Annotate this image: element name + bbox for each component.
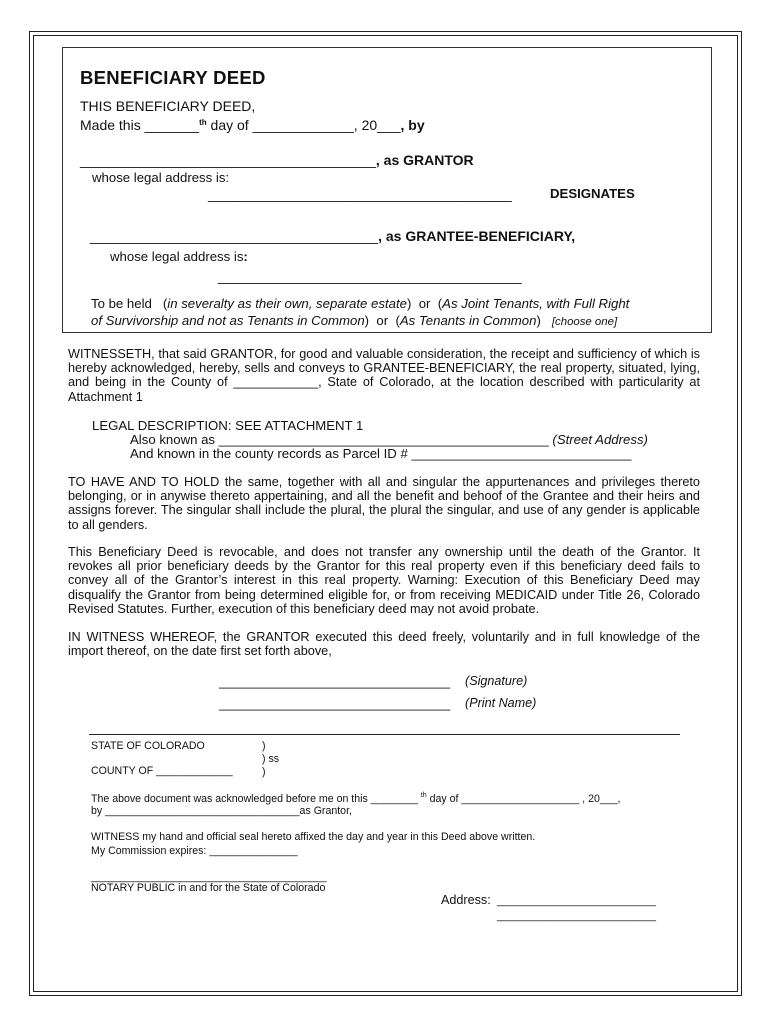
notary-acknowledgment (91, 792, 620, 805)
tenancy-option-common: As Tenants in Common (399, 313, 537, 328)
grantor-line (80, 152, 474, 168)
notary-ack-by: by _________________________________as Grantor, (91, 805, 352, 817)
grantee-address-blank: _______________________________________ (218, 268, 522, 284)
grantee-role: , as GRANTEE-BENEFICIARY, (378, 228, 576, 244)
tenancy-line-2 (91, 313, 617, 328)
notary-address-blank-1: ___________________________ (497, 895, 657, 907)
print-name-label: (Print Name) (465, 696, 537, 710)
ack-part-1: The above document was acknowledged before me on this ________ (91, 793, 421, 805)
made-this-text: Made this _______ (80, 117, 200, 133)
grantor-address-label: whose legal address is: (92, 170, 230, 185)
print-name-blank: _________________________________ (219, 697, 451, 711)
tenancy-open-2: ( (437, 296, 443, 311)
street-address-note: (Street Address) (552, 432, 648, 447)
tenancy-or-1: or (418, 296, 431, 311)
revocable-paragraph: This Beneficiary Deed is revocable, and does not transfer any ownership until the death of the Grantor. It revokes all prior beneficiary deeds by the Grantor for this real property even if this beneficiary deed fails to convey all of the Grantor’s interest in this real property. Warning: Execution of this Beneficiary Deed may disqualify the Grantor from being determined eligible for, or from receiving MEDICAID under Title 26, Colorado Revised Statutes. Further, execution of this beneficiary deed may not avoid probate. (68, 545, 700, 616)
grantee-name-blank: _____________________________________ (90, 228, 379, 244)
notary-divider (89, 734, 680, 735)
grantor-name-blank: ______________________________________ (80, 152, 376, 168)
tenancy-option-joint: As Joint Tenants, with Full Right (442, 296, 630, 311)
designates-label: DESIGNATES (550, 186, 635, 201)
grantee-address-colon: : (243, 249, 248, 264)
notary-ss: ) ss (262, 753, 280, 765)
witnesseth-paragraph: WITNESSETH, that said GRANTOR, for good and valuable consideration, the receipt and sufficiency of which is hereby acknowledged, hereby, sells and conveys to GRANTEE-BENEFICIARY, the real property, situated, lying, and being in the County of ____________, State of Colorado, at the location described with particularity at Attachment 1 (68, 347, 700, 404)
tenancy-close-3: ) (536, 313, 541, 328)
notary-paren-3: ) (262, 766, 266, 778)
tenancy-open-1: ( (162, 296, 168, 311)
tenancy-or-2: or (376, 313, 389, 328)
grantee-address-label: whose legal address is (110, 249, 244, 264)
notary-address-label: Address: (441, 893, 491, 907)
tenancy-open-3: ( (395, 313, 400, 328)
habendum-paragraph: TO HAVE AND TO HOLD the same, together with all and singular the appurtenances and privileges thereto belonging, or in anywise thereto appertaining, and all the benefit and behoof of the Grantee and their heirs and assigns forever. The singular shall include the plural, the plural the singular, and use of any gender is applicable to all genders. (68, 475, 700, 532)
notary-state: STATE OF COLORADO (91, 740, 205, 752)
notary-witness: WITNESS my hand and official seal hereto affixed the day and year in this Deed above written. (91, 831, 536, 843)
grantee-address-label-line (110, 249, 248, 264)
ack-part-2: day of ____________________ , 20___, (426, 793, 621, 805)
ack-th: th (420, 792, 427, 799)
tenancy-option-severalty: in severalty as their own, separate estate (167, 296, 407, 311)
made-this-rest: day of _____________, 20___ (206, 117, 401, 133)
notary-address-blank-2: ___________________________ (497, 910, 657, 922)
tenancy-close-2: ) (364, 313, 370, 328)
in-witness-paragraph: IN WITNESS WHEREOF, the GRANTOR executed this deed freely, voluntarily and in full knowledge of the import thereof, on the date first set forth above, (68, 630, 700, 659)
legal-description-heading: LEGAL DESCRIPTION: SEE ATTACHMENT 1 (92, 418, 364, 433)
signature-blank: _________________________________ (219, 675, 451, 689)
notary-public-label: NOTARY PUBLIC in and for the State of Colorado (91, 882, 326, 894)
grantor-role: , as GRANTOR (375, 152, 474, 168)
grantor-address-blank: _______________________________________ (208, 186, 512, 202)
signature-label: (Signature) (465, 674, 528, 688)
document-title: BENEFICIARY DEED (80, 67, 266, 88)
tenancy-choose-one: [choose one] (551, 316, 618, 328)
parcel-id-line: And known in the county records as Parcel ID # ______________________________ (130, 446, 632, 461)
made-this-th: th (199, 118, 207, 127)
grantee-line (90, 228, 575, 244)
notary-signature-blank: ________________________________________ (91, 871, 327, 883)
notary-commission: My Commission expires: _______________ (91, 845, 298, 857)
also-known-as-label: Also known as _____________________________________________ (130, 432, 549, 447)
deed-subtitle: THIS BENEFICIARY DEED, (80, 98, 256, 114)
tenancy-prefix: To be held (91, 296, 152, 311)
tenancy-close-1: ) (406, 296, 412, 311)
tenancy-option-joint-cont: of Survivorship and not as Tenants in Common (91, 313, 365, 328)
also-known-as-line (130, 432, 648, 447)
made-this-by: , by (400, 117, 425, 133)
notary-paren-1: ) (262, 740, 266, 752)
notary-county: COUNTY OF _____________ (91, 765, 233, 777)
tenancy-line-1 (91, 296, 629, 311)
made-this-line (80, 117, 425, 133)
